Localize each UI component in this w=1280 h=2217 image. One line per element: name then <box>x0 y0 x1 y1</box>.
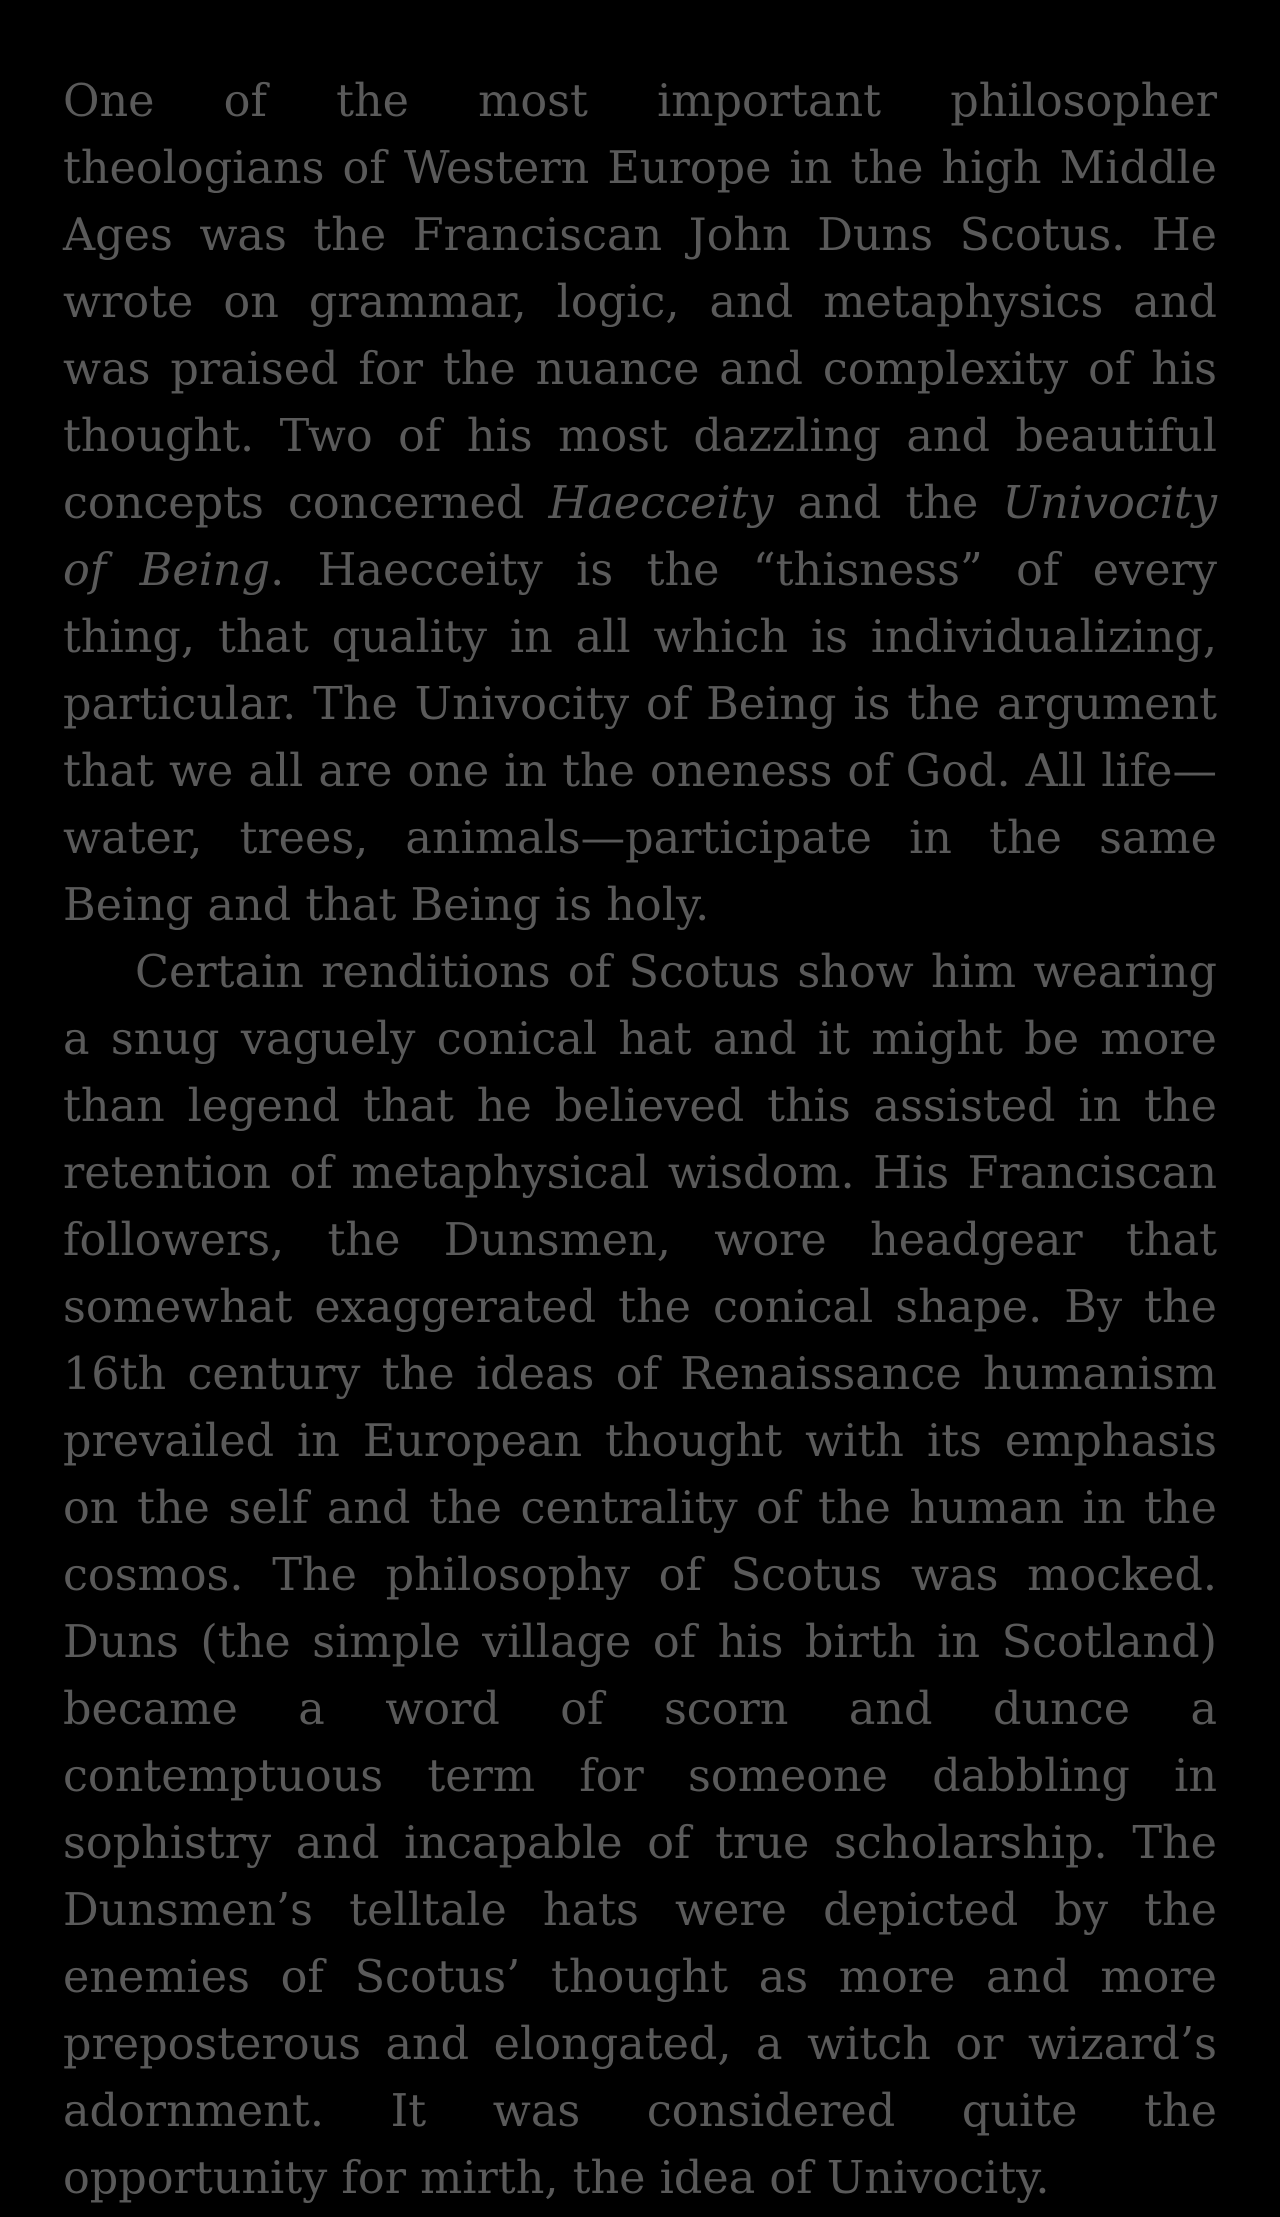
paragraph-1-text-c: . Haecceity is the “thisness” of every thing, that quality in all which is individualizing, particular. The Univocity of Being is the argument that we all are one in the oneness of God. All life—water, trees, animals—participate in the same Being and that Being is holy. <box>63 545 1217 931</box>
paragraph-1-text-a: One of the most important philosopher theologians of Western Europe in the high Middle Ages was the Franciscan John Duns Scotus. He wrote on grammar, logic, and metaphysics and was praised for the nuance and complexity of his thought. Two of his most dazzling and beautiful concepts concerned <box>63 76 1217 529</box>
paragraph-1-text-b: and the <box>773 478 1003 529</box>
term-univocity-of-being: Univocity of Being <box>63 478 1217 596</box>
reader-page <box>63 68 1217 2212</box>
term-haecceity: Haecceity <box>548 478 774 529</box>
paragraph-2: Certain renditions of Scotus show him wearing a snug vaguely conical hat and it might be more than legend that he believed this assisted in the retention of metaphysical wisdom. His Franciscan followers, the Dunsmen, wore headgear that somewhat exaggerated the conical shape. By the 16th century the ideas of Renaissance humanism prevailed in European thought with its emphasis on the self and the centrality of the human in the cosmos. The philosophy of Scotus was mocked. Duns (the simple village of his birth in Scotland) became a word of scorn and dunce a contemptuous term for someone dabbling in sophistry and incapable of true scholarship. The Dunsmen’s telltale hats were depicted by the enemies of Scotus’ thought as more and more preposterous and elongated, a witch or wizard’s adornment. It was considered quite the opportunity for mirth, the idea of Univocity. <box>63 947 1217 2204</box>
paragraph-1 <box>63 68 1217 939</box>
